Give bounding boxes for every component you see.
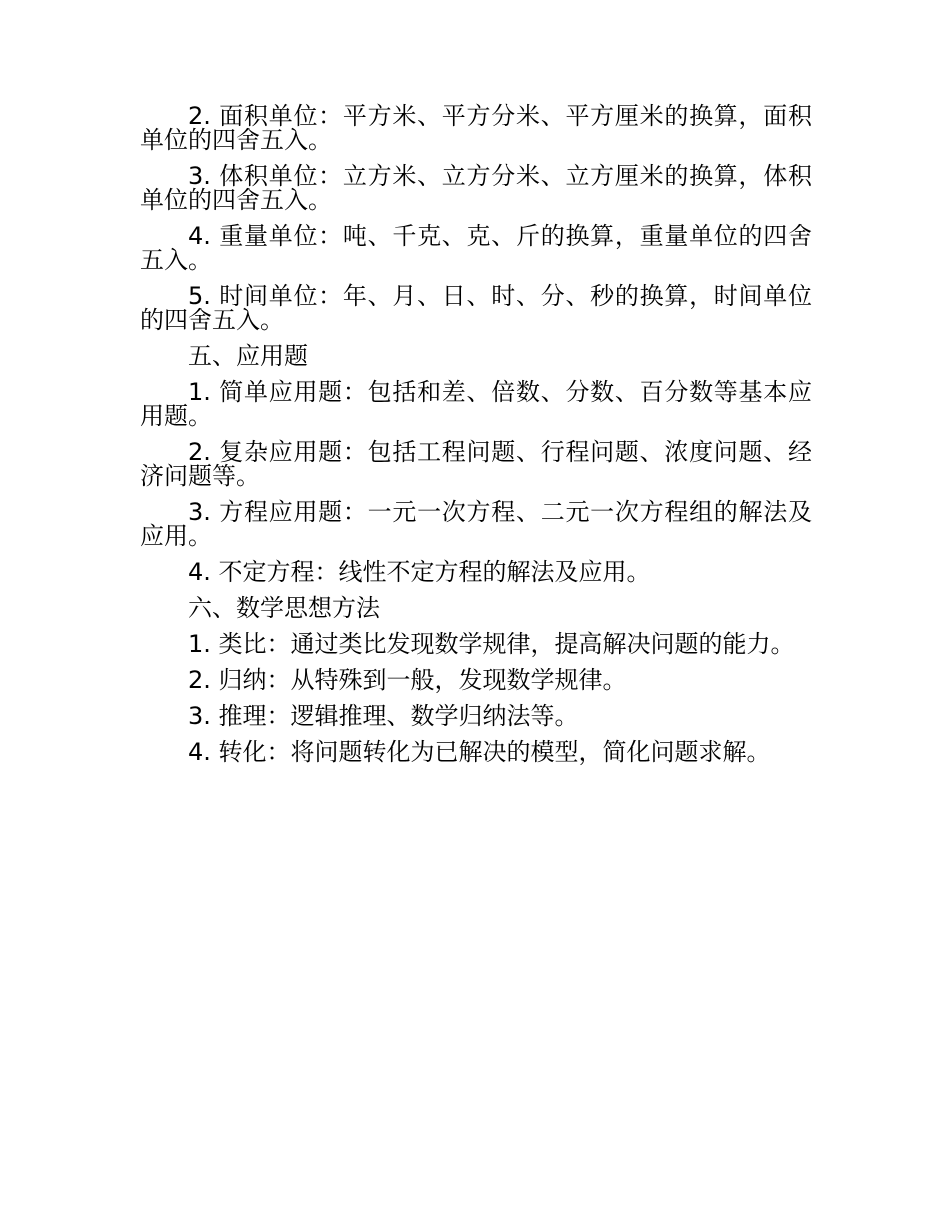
paragraph-reasoning: 3. 推理：逻辑推理、数学归纳法等。 (188, 702, 579, 730)
paragraph-analogy: 1. 类比：通过类比发现数学规律，提高解决问题的能力。 (188, 630, 795, 658)
document-page (140, 104, 812, 776)
paragraph-induction: 2. 归纳：从特殊到一般，发现数学规律。 (188, 666, 627, 694)
paragraph-indeterminate-equations: 4. 不定方程：线性不定方程的解法及应用。 (188, 558, 651, 586)
paragraph-time-units: 5. 时间单位：年、月、日、时、分、秒的换算，时间单位的四舍五入。 (140, 282, 812, 334)
paragraph-transformation: 4. 转化：将问题转化为已解决的模型，简化问题求解。 (188, 738, 771, 766)
paragraph-simple-problems: 1. 简单应用题：包括和差、倍数、分数、百分数等基本应用题。 (140, 378, 812, 430)
paragraph-volume-units: 3. 体积单位：立方米、立方分米、立方厘米的换算，体积单位的四舍五入。 (140, 162, 812, 214)
section-heading-math-thinking: 六、数学思想方法 (188, 594, 380, 622)
paragraph-weight-units: 4. 重量单位：吨、千克、克、斤的换算，重量单位的四舍五入。 (140, 222, 812, 274)
paragraph-area-units: 2. 面积单位：平方米、平方分米、平方厘米的换算，面积单位的四舍五入。 (140, 102, 812, 154)
paragraph-equation-problems: 3. 方程应用题：一元一次方程、二元一次方程组的解法及应用。 (140, 498, 812, 550)
section-heading-applications: 五、应用题 (188, 342, 308, 370)
paragraph-complex-problems: 2. 复杂应用题：包括工程问题、行程问题、浓度问题、经济问题等。 (140, 438, 812, 490)
